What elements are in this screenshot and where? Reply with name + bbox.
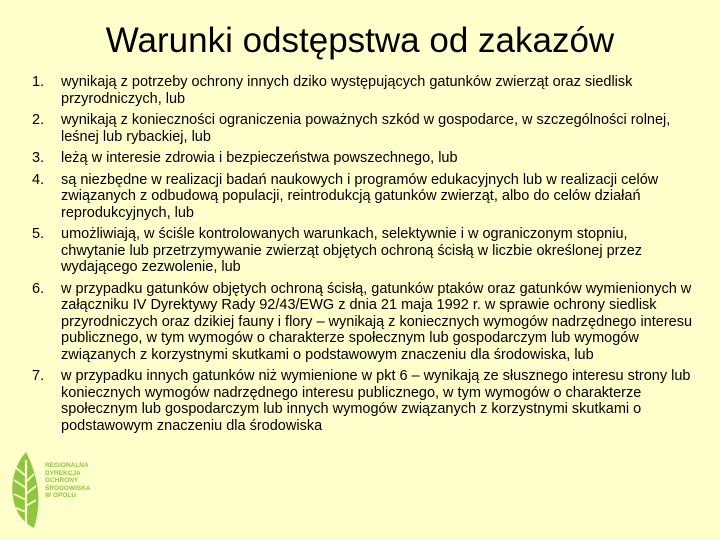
list-item [28,226,694,276]
item-number: 1. [32,74,45,90]
list-item [28,281,694,364]
list-item [28,368,694,434]
item-text: są niezbędne w realizacji badań naukowych i programów edukacyjnych lub w realizacji celów związanych z odbudową populacji, reintrodukcją gatunków zwierząt, albo do celów działań reprodukcyjnych, lub [61,171,659,221]
list-item [28,74,694,107]
logo-text [45,462,105,500]
logo-line: W OPOLU [45,492,77,500]
item-text: umożliwiają, w ściśle kontrolowanych warunkach, selektywnie i w ograniczonym stopniu, chwytanie lub przetrzymywanie zwierząt objętych ochroną ścisłą w liczbie określonej przez wydającego zezwolenie, lub [61,226,643,275]
item-number: 4. [32,171,45,188]
item-number: 7. [32,368,45,384]
item-text: w przypadku gatunków objętych ochroną ścisłą, gatunków ptaków oraz gatunków wymienionych w załączniku IV Dyrektywy Rady 92/43/EWG z dnia 21 maja 1992 r. w sprawie ochrony siedlisk przyrodniczych oraz dzikiej fauny i flory – wynikają z koniecznych wymogów nadrzędnego interesu publicznego, w tym wymogów o charakterze społecznym lub gospodarczym lub wymogów związanych z korzystnymi skutkami o podstawowym znaczeniu dla środowiska, lub [61,280,693,363]
item-text: wynikają z potrzeby ochrony innych dziko występujących gatunków zwierząt oraz siedlisk przyrodniczych, lub [61,74,633,107]
item-number: 6. [32,280,45,297]
list-item [28,150,694,167]
list-item [28,172,694,222]
item-text: leżą w interesie zdrowia i bezpieczeństwa powszechnego, lub [61,150,458,166]
conditions-list [28,74,694,439]
logo-line: REGIONALNA [45,462,89,469]
list-item [28,112,694,145]
slide-title: Warunki odstępstwa od zakazów [105,21,615,60]
logo-line: ŚRODOWISKA [45,484,91,492]
logo-line: DYREKCJA [45,469,81,477]
item-text: wynikają z konieczności ograniczenia poważnych szkód w gospodarce, w szczególności rolnej, leśnej lub rybackiej, lub [61,112,671,145]
item-number: 3. [32,150,45,166]
logo-line: OCHRONY [45,477,79,485]
item-text: w przypadku innych gatunków niż wymienione w pkt 6 – wynikają ze słusznego interesu strony lub koniecznych wymogów nadrzędnego interesu publicznego, w tym wymogów o charakterze społecznym lub gospodarczym lub innych wymogów związanych z korzystnymi skutkami o podstawowym znaczeniu dla środowiska [61,368,691,434]
item-number: 2. [32,112,45,128]
item-number: 5. [32,226,45,242]
